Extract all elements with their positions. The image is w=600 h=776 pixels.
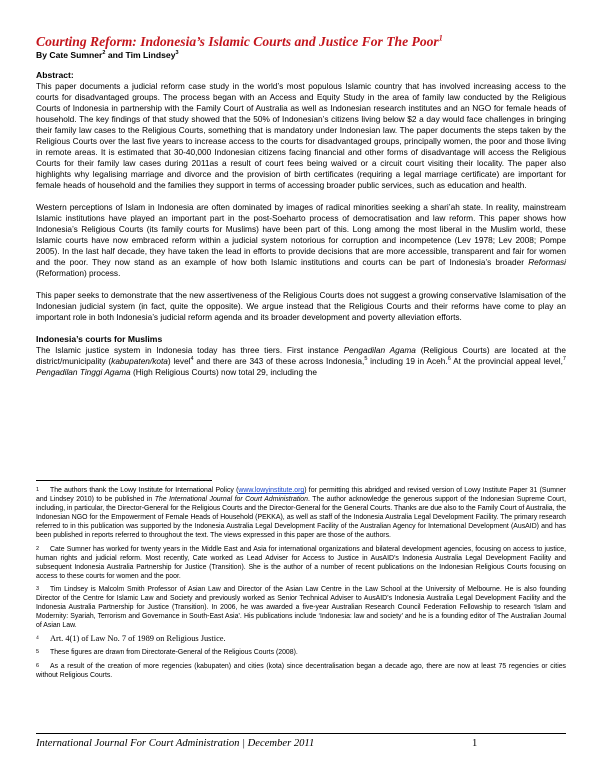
author-line: [36, 50, 566, 61]
abstract-heading: Abstract:: [36, 70, 74, 80]
para4-text-c: ) level: [167, 356, 191, 366]
para4-text-b: (Religious Courts) are located at the district/municipality (: [36, 345, 566, 366]
para4-text-a: The Islamic justice system in Indonesia today has three tiers. First instance: [36, 345, 344, 355]
footnote-text: Cate Sumner has worked for twenty years in the Middle East and Asia for international organizations and bilateral development agencies, focusing on access to justice, human rights and judicial reform. Most recently, Cate worked as Lead Adviser for Access to Justice in AusAID’s Indonesia Australia Legal Development Facility and subsequent Indonesia Australia Partnership for Justice (Transition). She is the author of a number of recent publications on the Indonesian Religious Courts focusing on access to these courts for women and the poor.: [36, 545, 566, 580]
footnote-number: 3: [36, 585, 40, 592]
paper-title: [36, 34, 566, 50]
footnote-ref-5[interactable]: 5: [364, 356, 368, 363]
para2-italic: Reformasi: [528, 257, 566, 267]
footnote-number: 2: [36, 545, 40, 552]
footnote-ref-6[interactable]: 6: [447, 356, 451, 363]
section-heading: Indonesia’s courts for Muslims: [36, 334, 163, 344]
para4-italic-2: kabupaten/kota: [111, 356, 168, 366]
para4-italic-3: Pengadilan Tinggi Agama: [36, 367, 131, 377]
author-2-footnote-ref[interactable]: 3: [175, 50, 179, 57]
page-footer: [36, 737, 566, 750]
footnote-text: As a result of the creation of more regencies (kabupaten) and cities (kota) since decentralisation began a decade ago, there are now at least 75 regencies or cities without Religious Courts.: [36, 662, 566, 679]
author-2: and Tim Lindsey: [105, 50, 176, 60]
footnote-number: 6: [36, 662, 40, 669]
footnote-text: Tim Lindsey is Malcolm Smith Professor of Asian Law and Director of the Asian Law Centre in the Law School at the University of Melbourne. He is also founding Director of the Centre for Islamic Law and Society and previously worked as Senior Technical Adviser to AusAID’s Indonesia Australia Legal Development Facility and the Indonesia Australia Partnership for Justice (Transition). In 2006, he was awarded a five-year Australian Research Council Federation Fellowship to research ‘Islam and Modernity: Syariah, Terrorism and Governance in South-East Asia’. His publications include ‘Indonesia: law and society’ and he is a founding editor of The Australian Journal of Asian Law.: [36, 585, 566, 630]
footnote-text: Art. 4(1) of Law No. 7 of 1989 on Religious Justice.: [50, 634, 226, 644]
footnote-number: 1: [36, 487, 40, 493]
footnote-text: ) for permitting this abridged and revised version of Lowy Institute Paper 31 (Sumner and Lindsey 2010) to be published in: [36, 487, 566, 504]
body-paragraph-2: [36, 202, 566, 279]
para4-italic-1: Pengadilan Agama: [343, 345, 416, 355]
footnote-text: These figures are drawn from Directorate-General of the Religious Courts (2008).: [50, 649, 298, 657]
footnote-4: [36, 634, 566, 644]
para4-text-d: and there are 343 of these across Indonesia,: [193, 356, 365, 366]
para2-text: Western perceptions of Islam in Indonesia are often dominated by images of radical minorities seeking a shari’ah state. In reality, mainstream Islamic institutions have played an important part in the post-Soeharto process of democratisation and law reform. This paper shows how Indonesia’s Religious Courts (its family courts for Muslims) have been part of this. Long among the most liberal in the Muslim world, these Islamic courts have now embraced reform within a judicial system notorious for corruption and incompetence (Lev 1978; Lev 2008; Pompe 2005). In the last half decade, they have taken the lead in efforts to provide decisions that are more accessible, transparent and fair for women and the poor. They now stand as an example of how both Islamic institutions and courts can be part of Indonesia’s broader: [36, 202, 566, 267]
page-number: 1: [472, 738, 478, 749]
para4-text-f: At the provincial appeal level,: [450, 356, 563, 366]
footer-divider: [36, 733, 566, 734]
footnotes: [36, 486, 566, 684]
footnote-text: The authors thank the Lowy Institute for International Policy (: [50, 487, 239, 494]
footnote-2: [36, 545, 566, 581]
author-1: By Cate Sumner: [36, 50, 103, 60]
author-1-footnote-ref[interactable]: 2: [102, 50, 106, 57]
para4-text-e: including 19 in Aceh.: [367, 356, 448, 366]
footnote-ref-7[interactable]: 7: [562, 356, 566, 363]
footnote-number: 4: [36, 635, 39, 642]
footnote-divider: [36, 480, 212, 481]
body-paragraph-3: This paper seeks to demonstrate that the new assertiveness of the Religious Courts does not suggest a growing conservative Islamisation of the Indonesian judicial system (in fact, quite the opposite). We argue instead that the Religious Courts and their reforms have come to play an important role in both Indonesia’s judicial reform agenda and its broader development and poverty alleviation efforts.: [36, 290, 566, 322]
lowy-institute-link[interactable]: www.lowyinstitute.org: [238, 487, 305, 494]
footnote-text: . The author acknowledge the generous support of the Indonesian Supreme Court, including, in particular, the Director-General for the Religious Courts and the Director-General for the General Courts. Thanks are due also to the Family Court of Australia, the Indonesian NGO for the Empowerment of Female Heads of Household (PEKKA), as well as staff of the Indonesia Australia Legal Development Facility. The primary research referred to in this publication was supported by the Indonesia Australia Legal Development Facility of the Australian Agency for International Development (AusAID) and has been published in reports referred to throughout the text. The views expressed in this paper are those of the authors.: [36, 496, 567, 540]
footnote-ref-4[interactable]: 4: [190, 356, 194, 363]
footnote-3: [36, 585, 566, 630]
abstract-paragraph: This paper documents a judicial reform case study in the world’s most populous Islamic country that has involved increasing access to the courts for disadvantaged groups. The process began with an Access and Equity Study in the area of family law conducted by the Religious Courts of Indonesia in partnership with the Family Court of Australia as well as Indonesian research institutes and an NGO for female heads of household. The key findings of that study showed that the 50% of Indonesian’s citizens living below $2 a day would face challenges in bringing their family law cases to the Religious Courts, something that is mandatory under Indonesian law. The paper documents the steps taken by the Religious Courts over the last five years to increase access to the courts for disadvantaged groups, principally women, the poor and those living in remote areas. It is estimated that 30-40,000 Indonesian citizens facing financial and other forms of disadvantage will access the Religious Courts for their family law cases during 2011as a result of court fees being waived or a circuit court visiting their locality. The paper also highlights why legalising marriage and divorce and the provision of birth certificates (requiring a legal marriage certificate) are important for female heads of household and the families they support in terms of accessing broader public services, such as education and health.: [36, 81, 566, 190]
body-paragraph-4: [36, 345, 566, 378]
paper-title-text: Courting Reform: Indonesia’s Islamic Courts and Justice For The Poor: [36, 34, 439, 49]
para2-text-end: (Reformation) process.: [36, 268, 121, 278]
main-content: [36, 34, 566, 389]
footnote-1: [36, 486, 566, 541]
footnote-5: [36, 648, 566, 657]
footnote-6: [36, 662, 566, 680]
footnote-italic: The International Journal for Court Administration: [154, 496, 308, 504]
title-footnote-ref[interactable]: 1: [438, 33, 443, 43]
footnote-number: 5: [36, 649, 40, 656]
footer-journal: International Journal For Court Administration | December 2011: [36, 738, 315, 749]
para4-text-h: (High Religious Courts) now total 29, including the: [130, 367, 317, 377]
